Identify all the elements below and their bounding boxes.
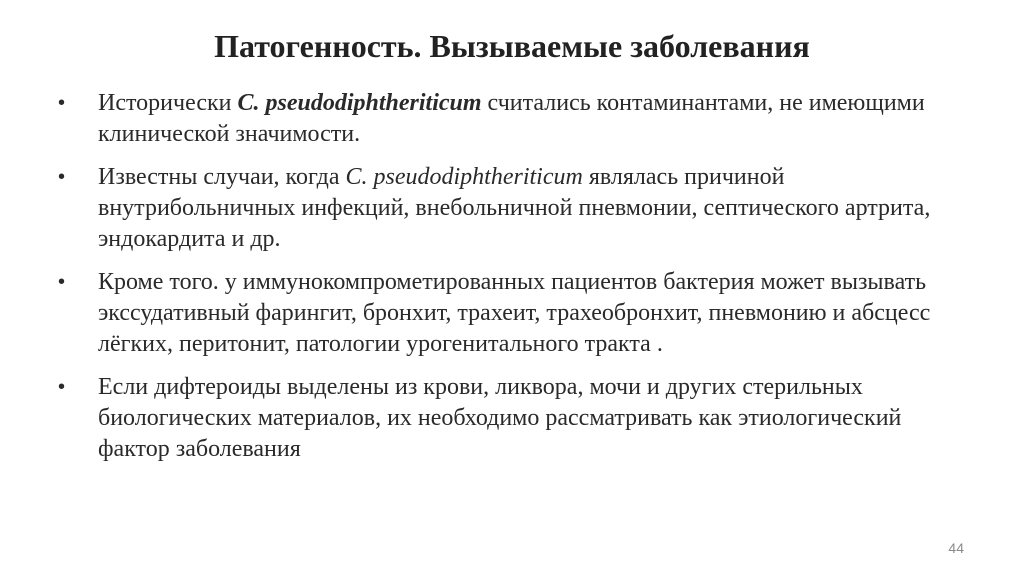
bullet-text-after: считались контаминантами, не имеющими клинической значимости. — [98, 90, 925, 147]
slide-title: Патогенность. Вызываемые заболевания — [214, 28, 810, 64]
bullet-marker: • — [58, 376, 66, 398]
bullet-text-after: являлась причиной внутрибольничных инфекций, внебольничной пневмонии, септического артрита, эндокардита и др. — [98, 164, 931, 252]
page-number: 44 — [948, 540, 964, 556]
species-name: C. pseudodiphtheriticum — [237, 90, 482, 116]
bullet-text — [98, 162, 978, 255]
bullet-item — [58, 372, 978, 465]
bullet-item — [58, 88, 978, 150]
bullet-marker: • — [58, 166, 66, 188]
bullet-marker: • — [58, 92, 66, 114]
bullet-item — [58, 162, 978, 255]
bullet-item — [58, 267, 978, 360]
bullet-text — [98, 88, 978, 150]
bullet-marker: • — [58, 271, 66, 293]
species-name: C. pseudodiphtheriticum — [345, 164, 583, 190]
bullet-text-before: Известны случаи, когда — [98, 164, 346, 190]
bullet-text: Если дифтероиды выделены из крови, ликвора, мочи и других стерильных биологических материалов, их необходимо рассматривать как этиологический фактор заболевания — [98, 374, 902, 462]
bullet-list — [58, 88, 978, 477]
bullet-text-before: Исторически — [98, 90, 238, 116]
bullet-text: Кроме того. у иммунокомпрометированных пациентов бактерия может вызывать экссудативный фарингит, бронхит, трахеит, трахеобронхит, пневмонию и абсцесс лёгких, перитонит, патологии урогенитального тракта . — [98, 269, 931, 357]
